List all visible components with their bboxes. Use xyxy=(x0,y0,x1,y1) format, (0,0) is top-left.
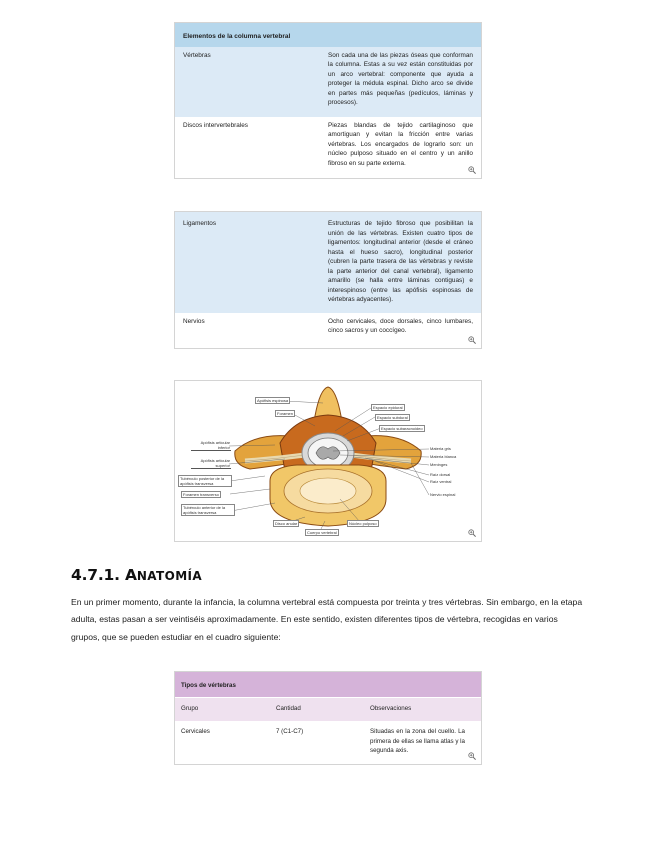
label-espacio-epidural: Espacio epidural xyxy=(373,405,403,410)
label-meninges: Meninges xyxy=(430,462,448,467)
table-elementos xyxy=(174,22,482,179)
label-disco-anular: Disco anular xyxy=(275,521,298,526)
table-row xyxy=(175,212,481,313)
label-apofisis-articular-inferior: Apófisis articular inferior xyxy=(191,440,231,451)
section-number: 4.7.1. xyxy=(71,566,120,584)
label-foramen: Foramen xyxy=(277,411,294,416)
label-nucleo-pulposo: Núcleo pulposo xyxy=(349,521,377,526)
body-paragraph: En un primer momento, durante la infancia, la columna vertebral está compuesta por treinta y tres vértebras. Sin embargo, en la etapa adulta, estas pasan a ser veintiséis aproximadamente. En este sentido, existen diferentes tipos de vértebra, recogidas en varios grupos, que se pueden estudiar en el cuadro siguiente: xyxy=(71,597,583,642)
table-row xyxy=(175,47,481,117)
label-raiz-ventral: Raíz ventral xyxy=(430,479,452,484)
section-title-initial: A xyxy=(125,566,137,584)
table-row xyxy=(175,117,481,179)
label-raiz-dorsal: Raíz dorsal xyxy=(430,472,451,477)
label-espacio-subaracnoideo: Espacio subaracnoideo xyxy=(381,426,423,431)
section-heading xyxy=(71,566,202,584)
label-cuerpo-vertebral: Cuerpo vertebral xyxy=(307,530,337,535)
label-materia-gris: Materia gris xyxy=(430,446,451,451)
table-tipos-vertebras xyxy=(174,671,482,765)
row-label: Discos intervertebrales xyxy=(183,121,248,129)
section-title-rest: NATOMÍA xyxy=(136,569,203,583)
label-tuberculo-anterior: Tubérculo anterior de la apófisis transversa xyxy=(181,504,235,516)
label-tuberculo-posterior: Tubérculo posterior de la apófisis transversa xyxy=(178,475,232,487)
label-apofisis-articular-superior: Apófisis articular superior xyxy=(191,458,231,469)
zoom-icon[interactable] xyxy=(468,166,476,174)
row-desc: Ocho cervicales, doce dorsales, cinco lumbares, cinco sacros y un coccígeo. xyxy=(328,317,473,334)
row-desc: Piezas blandas de tejido cartilaginoso que amortiguan y evitan la fricción entre varias vértebras. Los encargados de lograrlo son: un núcleo pulposo situado en el centro y un anillo fibroso en su parte externa. xyxy=(328,121,473,167)
table-title: Elementos de la columna vertebral xyxy=(175,23,481,47)
label-foramen-transverso: Foramen transverso xyxy=(183,492,219,497)
row-label: Vértebras xyxy=(183,51,211,59)
column-header: Grupo xyxy=(181,704,199,712)
table-ligamentos xyxy=(174,211,482,349)
column-header: Observaciones xyxy=(370,704,412,712)
column-header: Cantidad xyxy=(276,704,301,712)
label-materia-blanca: Materia blanca xyxy=(430,454,457,459)
cell-cantidad: 7 (C1-C7) xyxy=(276,728,304,735)
table-row xyxy=(175,313,481,348)
row-desc: Son cada una de las piezas óseas que conforman la columna. Estas a su vez están constituidas por un arco vertebral: componente que ayuda a proteger la médula espinal. Dicho arco se divide en partes más pequeñas (pedículos, láminas y procesos). xyxy=(328,51,473,106)
zoom-icon[interactable] xyxy=(468,529,476,537)
label-nervio-espinal: Nervio espinal xyxy=(430,492,456,497)
vertebra-figure xyxy=(174,380,482,542)
table-title: Tipos de vértebras xyxy=(175,672,481,697)
row-desc: Estructuras de tejido fibroso que posibilitan la unión de las vértebras. Existen cuatro tipos de ligamentos: longitudinal anterior (desde el cráneo hasta el hueso sacro), longitudinal posterior (cubren la parte trasera de las vértebras y reviste la parte anterior del canal vertebral), ligamento amarillo (se halla entre láminas contiguas) e interespinoso (entre las apófisis espinosas de vértebras adyacentes). xyxy=(328,220,473,303)
zoom-icon[interactable] xyxy=(468,336,476,344)
row-label: Nervios xyxy=(183,317,205,325)
zoom-icon[interactable] xyxy=(468,752,476,760)
table-row xyxy=(175,721,481,764)
row-label: Ligamentos xyxy=(183,220,217,227)
cell-grupo: Cervicales xyxy=(181,728,210,735)
label-apofisis-espinosa: Apófisis espinosa xyxy=(257,398,289,403)
cell-observaciones: Situadas en la zona del cuello. La primera de ellas se llama atlas y la segunda axis. xyxy=(370,728,465,754)
label-espacio-subdural: Espacio subdural xyxy=(377,415,408,420)
table-header-row xyxy=(175,697,481,722)
